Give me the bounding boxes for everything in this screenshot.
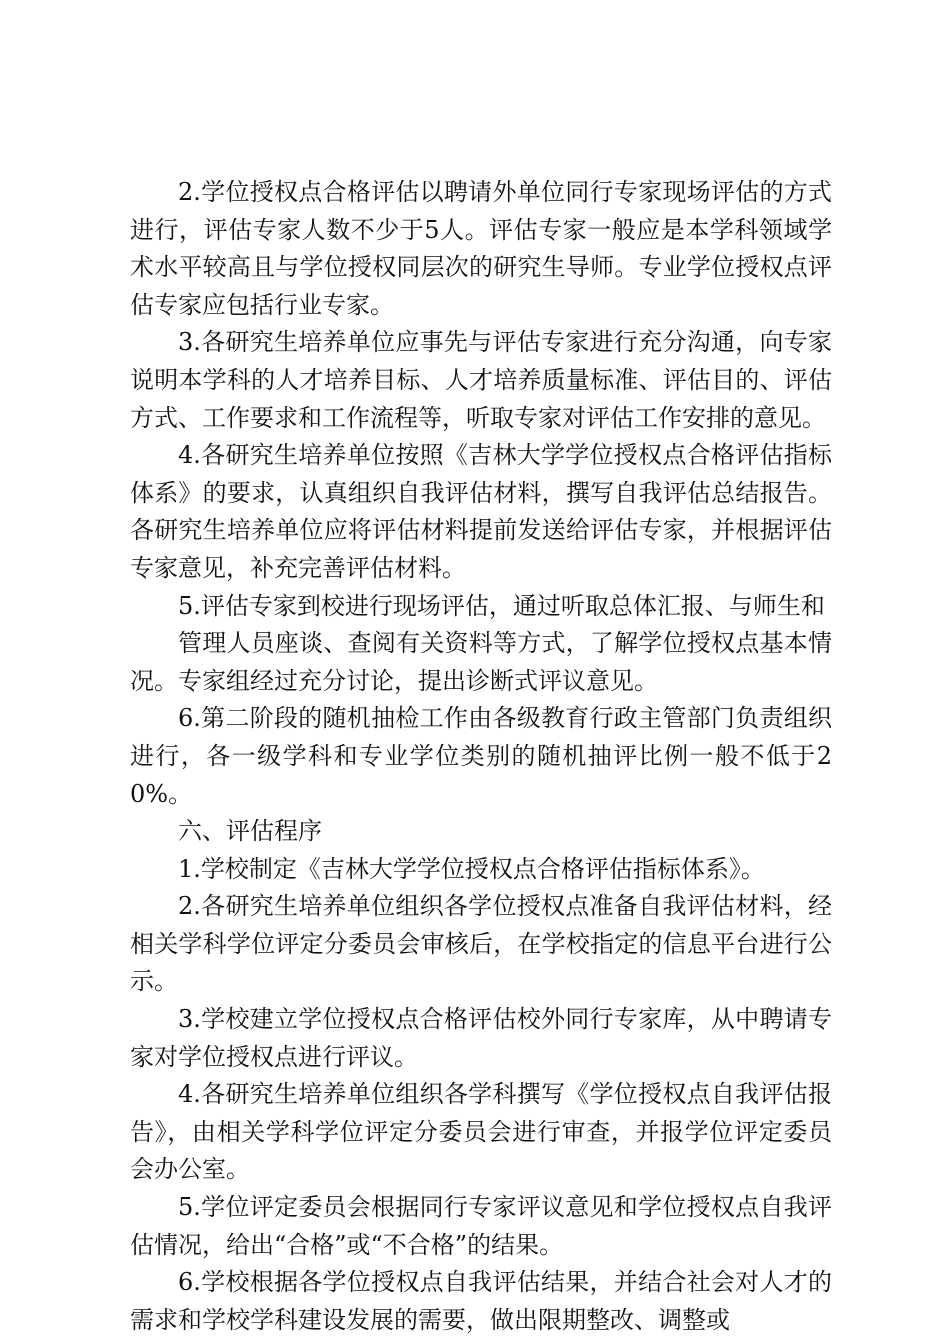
paragraph-5-onsite-visit: 5.评估专家到校进行现场评估，通过听取总体汇报、与师生和 xyxy=(178,591,825,620)
paragraph-4-self-assessment: 4.各研究生培养单位按照《吉林大学学位授权点合格评估指标体系》的要求，认真组织自我评估材料，撰写自我评估总结报告。各研究生培养单位应将评估材料提前发送给评估专家，并根据评估专家意见，补充完善评估材料。 xyxy=(130,441,832,582)
procedure-step-6: 6.学校根据各学位授权点自我评估结果，并结合社会对人才的需求和学校学科建设发展的需要，做出限期整改、调整或 xyxy=(130,1268,832,1334)
paragraph-5-continuation: 管理人员座谈、查阅有关资料等方式，了解学位授权点基本情况。专家组经过充分讨论，提出诊断式评议意见。 xyxy=(130,629,832,695)
procedure-step-1: 1.学校制定《吉林大学学位授权点合格评估指标体系》。 xyxy=(178,854,765,883)
paragraph-6-random-check: 6.第二阶段的随机抽检工作由各级教育行政主管部门负责组织进行，各一级学科和专业学位类别的随机抽评比例一般不低于20%。 xyxy=(130,704,832,808)
procedure-step-5: 5.学位评定委员会根据同行专家评议意见和学位授权点自我评估情况，给出“合格”或“不合格”的结果。 xyxy=(130,1193,832,1259)
document-body xyxy=(130,174,832,1339)
procedure-step-3: 3.学校建立学位授权点合格评估校外同行专家库，从中聘请专家对学位授权点进行评议。 xyxy=(130,1005,832,1071)
procedure-step-2: 2.各研究生培养单位组织各学位授权点准备自我评估材料，经相关学科学位评定分委员会审核后，在学校指定的信息平台进行公示。 xyxy=(130,892,832,996)
section-heading-procedure: 六、评估程序 xyxy=(178,817,322,846)
procedure-step-4: 4.各研究生培养单位组织各学科撰写《学位授权点自我评估报告》，由相关学科学位评定分委员会进行审查，并报学位评定委员会办公室。 xyxy=(130,1080,832,1184)
paragraph-3-communication: 3.各研究生培养单位应事先与评估专家进行充分沟通，向专家说明本学科的人才培养目标、人才培养质量标准、评估目的、评估方式、工作要求和工作流程等，听取专家对评估工作安排的意见。 xyxy=(130,328,832,432)
paragraph-2-expert-onsite: 2.学位授权点合格评估以聘请外单位同行专家现场评估的方式进行，评估专家人数不少于5人。评估专家一般应是本学科领域学术水平较高且与学位授权同层次的研究生导师。专业学位授权点评估专家应包括行业专家。 xyxy=(130,178,832,319)
